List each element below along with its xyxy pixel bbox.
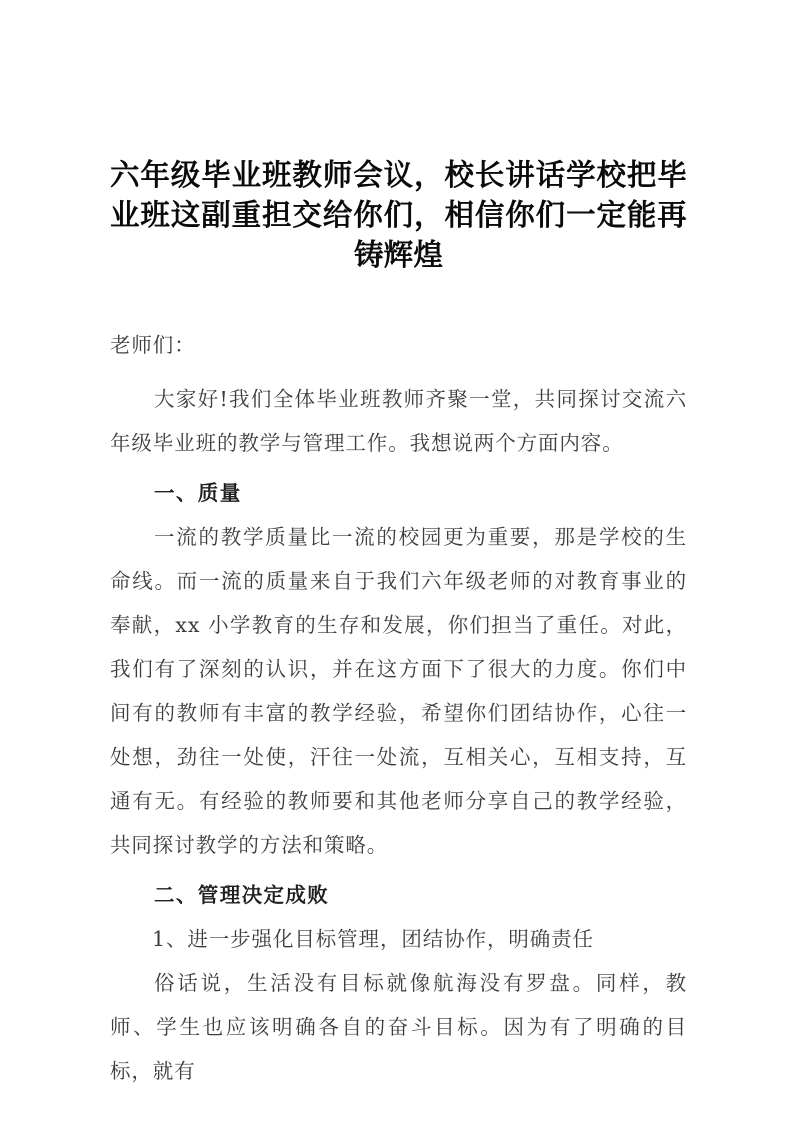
salutation: 老师们： <box>110 333 196 357</box>
intro-paragraph: 大家好!我们全体毕业班教师齐聚一堂，共同探讨交流六年级毕业班的教学与管理工作。我想说两个方面内容。 <box>110 387 687 455</box>
document-body <box>110 323 687 1093</box>
section-two-item-one: 1、进一步强化目标管理，团结协作，明确责任 <box>152 927 594 951</box>
section-two-heading: 二、管理决定成败 <box>154 883 330 907</box>
page-title: 六年级毕业班教师会议，校长讲话学校把毕业班这副重担交给你们，相信你们一定能再铸辉煌 <box>110 158 687 272</box>
section-two-paragraph: 俗话说，生活没有目标就像航海没有罗盘。同样，教师、学生也应该明确各自的奋斗目标。因为有了明确的目标，就有 <box>110 971 687 1083</box>
section-one-heading: 一、质量 <box>154 481 242 505</box>
section-one-paragraph: 一流的教学质量比一流的校园更为重要，那是学校的生命线。而一流的质量来自于我们六年级老师的对教育事业的奉献，xx 小学教育的生存和发展，你们担当了重任。对此，我们有了深刻的认识，并在这方面下了很大的力度。你们中间有的教师有丰富的教学经验，希望你们团结协作，心往一处想，劲往一处使，汗往一处流，互相关心，互相支持，互通有无。有经验的教师要和其他老师分享自己的教学经验，共同探讨教学的方法和策略。 <box>110 525 687 857</box>
